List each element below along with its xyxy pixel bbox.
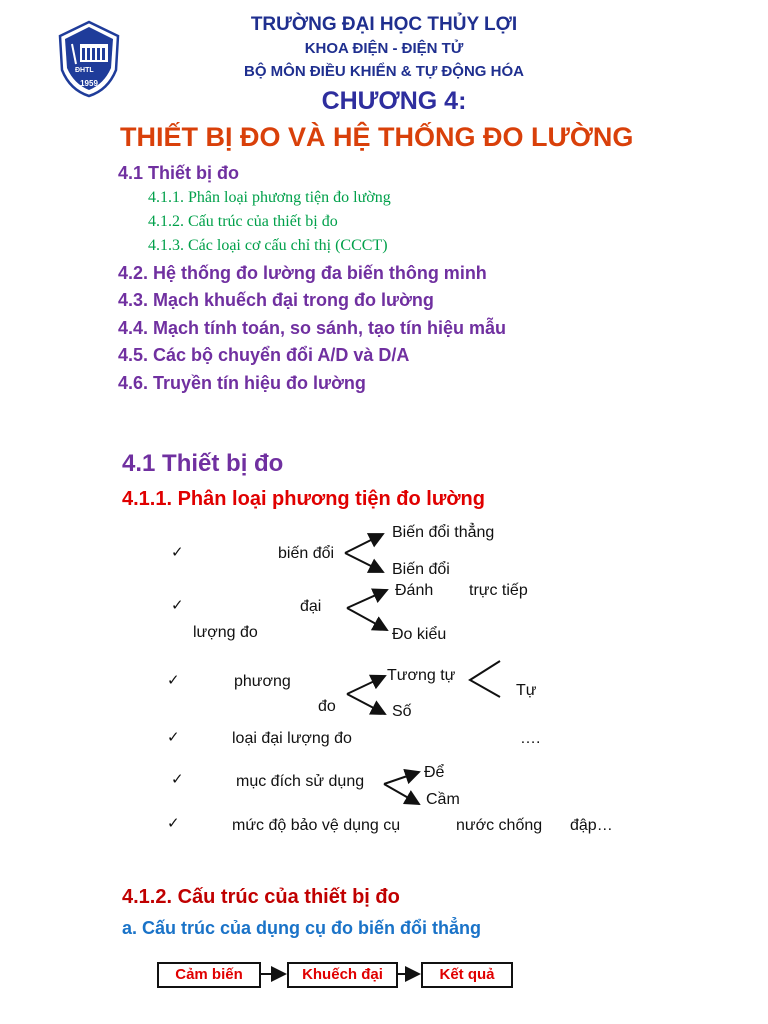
criterion-quantity-2: lượng đo [193,624,258,641]
criterion-quantity-type: loại đại lượng đo [232,730,352,747]
structure-heading: 4.1.2. Cấu trúc của thiết bị đo [122,886,400,908]
criterion-method-1: phương [234,673,291,690]
toc-4-4[interactable]: 4.4. Mạch tính toán, so sánh, tạo tín hiệu mẫu [118,318,507,338]
university-name: TRƯỜNG ĐẠI HỌC THỦY LỢI [250,14,518,35]
check-icon: ✓ [167,815,180,832]
check-icon: ✓ [171,771,184,788]
toc-4-1[interactable]: 4.1 Thiết bị đo [118,163,240,183]
toc-4-1-3[interactable]: 4.1.3. Các loại cơ cấu chỉ thị (CCCT) [148,237,388,254]
block-amplifier: Khuếch đại [287,962,398,988]
type-shockproof: đập… [570,817,613,834]
criterion-method-2: đo [318,698,336,715]
type-handheld: Cầm [426,791,460,808]
ellipsis-text: …. [520,730,541,747]
check-icon: ✓ [167,729,180,746]
faculty-name: KHOA ĐIỆN - ĐIỆN TỬ [304,40,464,57]
section-subheading: 4.1.1. Phân loại phương tiện đo lường [122,488,485,510]
logo-year: 1959 [80,79,98,88]
type-measure-style: Đo kiểu [392,626,447,643]
block-sensor: Cảm biến [157,962,261,988]
chapter-number: CHƯƠNG 4: [321,87,467,115]
type-direct: trực tiếp [469,582,528,599]
toc-4-2[interactable]: 4.2. Hệ thống đo lường đa biến thông minh [118,263,487,283]
criterion-quantity-1: đại [300,598,322,615]
type-transform: Biến đổi [392,561,450,578]
check-icon: ✓ [171,544,184,561]
toc-4-1-1[interactable]: 4.1.1. Phân loại phương tiện đo lường [148,189,391,206]
toc-4-1-2[interactable]: 4.1.2. Cấu trúc của thiết bị đo [148,213,338,230]
section-heading: 4.1 Thiết bị đo [122,450,284,477]
criterion-transform: biến đổi [278,545,335,562]
toc-4-3[interactable]: 4.3. Mạch khuếch đại trong đo lường [118,290,434,310]
department-name: BỘ MÔN ĐIỀU KHIỂN & TỰ ĐỘNG HÓA [244,63,524,80]
criterion-purpose: mục đích sử dụng [236,773,365,790]
toc-4-6[interactable]: 4.6. Truyền tín hiệu đo lường [118,373,366,393]
toc-4-5[interactable]: 4.5. Các bộ chuyển đổi A/D và D/A [118,345,410,365]
block-result: Kết quả [421,962,513,988]
type-direct-transform: Biến đổi thẳng [392,524,495,541]
type-bench: Để [424,764,445,781]
type-analog: Tương tự [387,667,456,684]
logo-letters: ĐHTL [75,67,94,74]
structure-subheading: a. Cấu trúc của dụng cụ đo biến đổi thẳng [122,918,482,938]
check-icon: ✓ [171,597,184,614]
chapter-title: THIẾT BỊ ĐO VÀ HỆ THỐNG ĐO LƯỜNG [120,122,634,152]
type-digital: Số [392,703,412,720]
type-waterproof: nước chống [456,817,543,834]
type-rating: Đánh [395,582,434,599]
criterion-protection: mức độ bảo vệ dụng cụ [232,817,401,834]
check-icon: ✓ [167,672,180,689]
type-auto: Tự [516,682,537,699]
